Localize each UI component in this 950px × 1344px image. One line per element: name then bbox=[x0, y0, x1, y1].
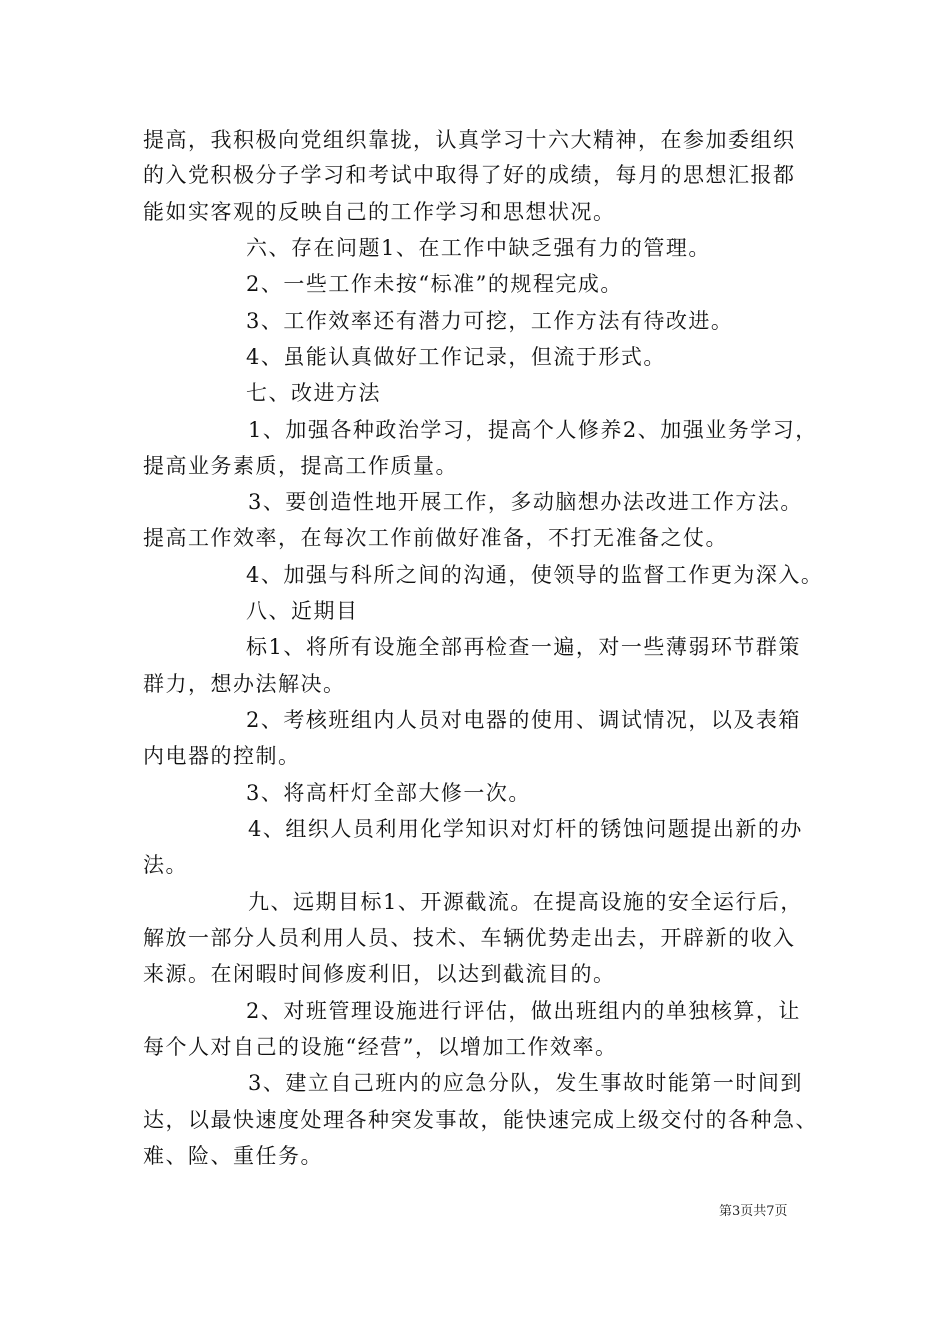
paragraph-line: 3、将高杆灯全部大修一次。 bbox=[246, 781, 531, 805]
paragraph-line: 4、虽能认真做好工作记录，但流于形式。 bbox=[246, 345, 666, 369]
paragraph-line: 1、加强各种政治学习，提高个人修养2、加强业务学习， bbox=[248, 418, 818, 442]
paragraph-line: 能如实客观的反映自己的工作学习和思想状况。 bbox=[143, 200, 616, 224]
paragraph-line: 提高工作效率，在每次工作前做好准备，不打无准备之仗。 bbox=[143, 526, 728, 550]
paragraph-line: 提高业务素质，提高工作质量。 bbox=[143, 454, 458, 478]
paragraph-line: 法。 bbox=[143, 853, 188, 877]
section-heading: 八、近期目 bbox=[246, 599, 359, 623]
paragraph-line: 每个人对自己的设施“经营”，以增加工作效率。 bbox=[143, 1035, 618, 1059]
paragraph-line: 提高，我积极向党组织靠拢，认真学习十六大精神，在参加委组织 bbox=[143, 128, 796, 152]
paragraph-line: 3、建立自己班内的应急分队，发生事故时能第一时间到 bbox=[248, 1071, 803, 1095]
paragraph-line: 解放一部分人员利用人员、技术、车辆优势走出去，开辟新的收入 bbox=[143, 926, 796, 950]
section-heading: 九、远期目标1、开源截流。在提高设施的安全运行后， bbox=[248, 890, 803, 914]
paragraph-line: 群力，想办法解决。 bbox=[143, 672, 346, 696]
page-number-footer: 第3页共7页 bbox=[719, 1204, 788, 1219]
paragraph-line: 2、对班管理设施进行评估，做出班组内的单独核算，让 bbox=[246, 999, 801, 1023]
paragraph-line: 达，以最快速度处理各种突发事故，能快速完成上级交付的各种急、 bbox=[143, 1108, 818, 1132]
paragraph-line: 难、险、重任务。 bbox=[143, 1144, 323, 1168]
paragraph-line: 3、要创造性地开展工作，多动脑想办法改进工作方法。 bbox=[248, 490, 803, 514]
paragraph-line: 2、考核班组内人员对电器的使用、调试情况，以及表箱 bbox=[246, 708, 801, 732]
paragraph-line: 4、加强与科所之间的沟通，使领导的监督工作更为深入。 bbox=[246, 563, 824, 587]
paragraph-line: 4、组织人员利用化学知识对灯杆的锈蚀问题提出新的办 bbox=[248, 817, 803, 841]
paragraph-line: 六、存在问题1、在工作中缺乏强有力的管理。 bbox=[246, 236, 711, 260]
paragraph-line: 标1、将所有设施全部再检查一遍，对一些薄弱环节群策 bbox=[246, 635, 801, 659]
paragraph-line: 的入党积极分子学习和考试中取得了好的成绩，每月的思想汇报都 bbox=[143, 163, 796, 187]
paragraph-line: 3、工作效率还有潜力可挖，工作方法有待改进。 bbox=[246, 309, 734, 333]
section-heading: 七、改进方法 bbox=[246, 381, 381, 405]
paragraph-line: 内电器的控制。 bbox=[143, 744, 301, 768]
paragraph-line: 2、一些工作未按“标准”的规程完成。 bbox=[246, 272, 623, 296]
paragraph-line: 来源。在闲暇时间修废利旧，以达到截流目的。 bbox=[143, 962, 616, 986]
